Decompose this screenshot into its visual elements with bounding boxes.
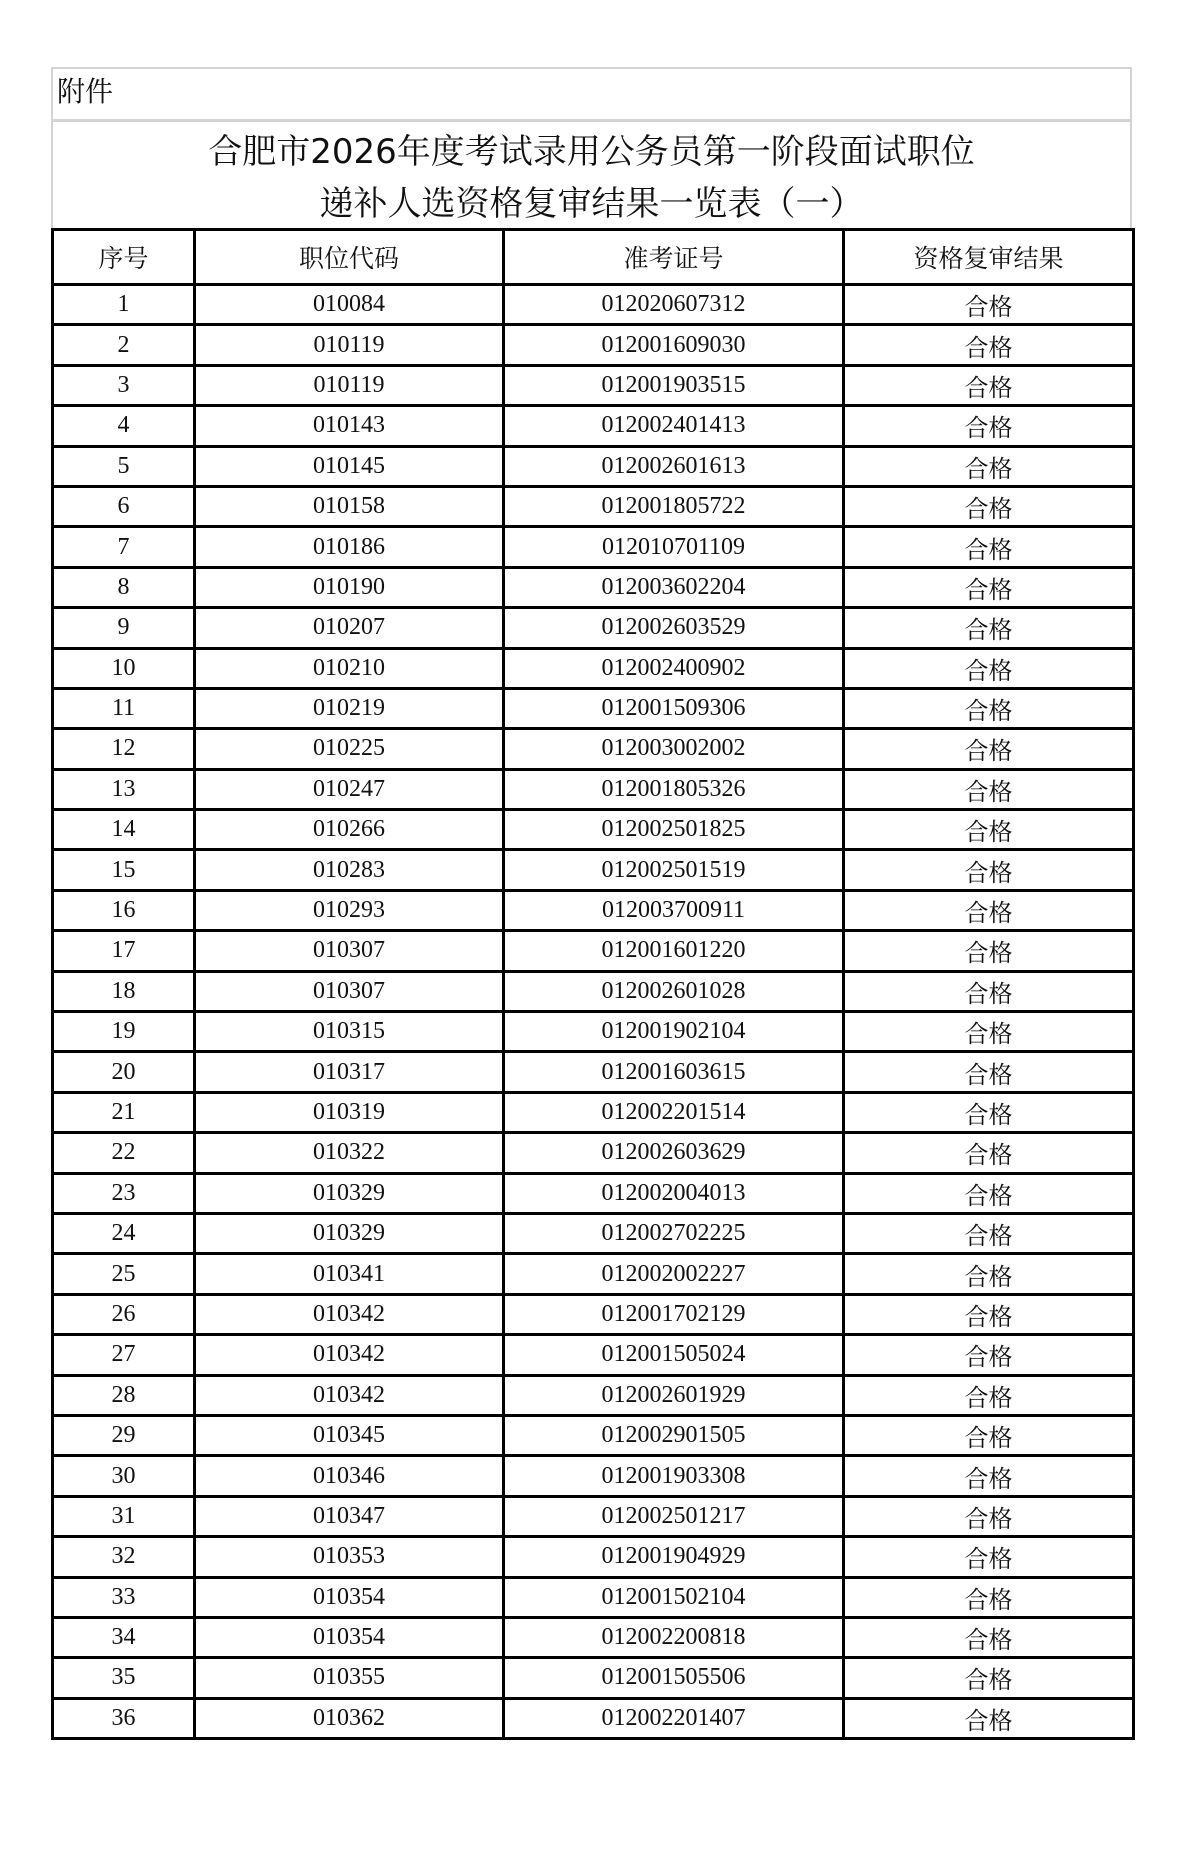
cell-exam-number: 012002201407 xyxy=(504,1698,844,1738)
cell-exam-number: 012001702129 xyxy=(504,1294,844,1334)
cell-exam-number: 012002603629 xyxy=(504,1133,844,1173)
table-row xyxy=(53,446,1134,486)
cell-review-result: 合格 xyxy=(844,527,1134,567)
cell-exam-number: 012003602204 xyxy=(504,567,844,607)
cell-review-result: 合格 xyxy=(844,1375,1134,1415)
cell-review-result: 合格 xyxy=(844,1698,1134,1738)
cell-position-code: 010354 xyxy=(195,1617,504,1657)
cell-review-result: 合格 xyxy=(844,1415,1134,1455)
cell-exam-number: 012001805326 xyxy=(504,769,844,809)
cell-position-code: 010293 xyxy=(195,890,504,930)
cell-review-result: 合格 xyxy=(844,890,1134,930)
table-row xyxy=(53,688,1134,728)
column-header-index: 序号 xyxy=(53,230,195,285)
cell-index: 8 xyxy=(53,567,195,607)
cell-review-result: 合格 xyxy=(844,1617,1134,1657)
cell-position-code: 010207 xyxy=(195,608,504,648)
cell-index: 31 xyxy=(53,1496,195,1536)
cell-exam-number: 012002501217 xyxy=(504,1496,844,1536)
cell-position-code: 010341 xyxy=(195,1254,504,1294)
cell-review-result: 合格 xyxy=(844,769,1134,809)
cell-position-code: 010329 xyxy=(195,1213,504,1253)
cell-position-code: 010190 xyxy=(195,567,504,607)
table-row xyxy=(53,729,1134,769)
cell-position-code: 010319 xyxy=(195,1092,504,1132)
cell-index: 11 xyxy=(53,688,195,728)
cell-position-code: 010354 xyxy=(195,1577,504,1617)
cell-position-code: 010084 xyxy=(195,285,504,325)
table-header-row xyxy=(53,230,1134,285)
cell-exam-number: 012001502104 xyxy=(504,1577,844,1617)
table-row xyxy=(53,325,1134,365)
table-row xyxy=(53,1173,1134,1213)
cell-exam-number: 012001505024 xyxy=(504,1335,844,1375)
document-header xyxy=(51,67,1132,231)
cell-position-code: 010362 xyxy=(195,1698,504,1738)
cell-review-result: 合格 xyxy=(844,729,1134,769)
cell-review-result: 合格 xyxy=(844,1213,1134,1253)
cell-review-result: 合格 xyxy=(844,850,1134,890)
cell-review-result: 合格 xyxy=(844,1092,1134,1132)
cell-position-code: 010353 xyxy=(195,1537,504,1577)
cell-exam-number: 012003700911 xyxy=(504,890,844,930)
cell-index: 6 xyxy=(53,486,195,526)
cell-exam-number: 012002200818 xyxy=(504,1617,844,1657)
document-title xyxy=(53,122,1130,231)
cell-index: 15 xyxy=(53,850,195,890)
table-row xyxy=(53,406,1134,446)
table-row xyxy=(53,1092,1134,1132)
table-row xyxy=(53,971,1134,1011)
cell-position-code: 010322 xyxy=(195,1133,504,1173)
cell-index: 10 xyxy=(53,648,195,688)
table-row xyxy=(53,850,1134,890)
cell-review-result: 合格 xyxy=(844,1012,1134,1052)
cell-exam-number: 012002201514 xyxy=(504,1092,844,1132)
cell-exam-number: 012001903308 xyxy=(504,1456,844,1496)
table-row xyxy=(53,567,1134,607)
cell-review-result: 合格 xyxy=(844,1537,1134,1577)
table-row xyxy=(53,1254,1134,1294)
cell-exam-number: 012001505506 xyxy=(504,1658,844,1698)
cell-index: 30 xyxy=(53,1456,195,1496)
cell-index: 26 xyxy=(53,1294,195,1334)
cell-index: 33 xyxy=(53,1577,195,1617)
cell-position-code: 010247 xyxy=(195,769,504,809)
cell-index: 32 xyxy=(53,1537,195,1577)
cell-index: 9 xyxy=(53,608,195,648)
cell-position-code: 010317 xyxy=(195,1052,504,1092)
cell-review-result: 合格 xyxy=(844,1456,1134,1496)
cell-review-result: 合格 xyxy=(844,1294,1134,1334)
cell-exam-number: 012002401413 xyxy=(504,406,844,446)
cell-index: 22 xyxy=(53,1133,195,1173)
cell-index: 3 xyxy=(53,365,195,405)
cell-position-code: 010266 xyxy=(195,810,504,850)
cell-exam-number: 012001805722 xyxy=(504,486,844,526)
table-row xyxy=(53,365,1134,405)
cell-review-result: 合格 xyxy=(844,1496,1134,1536)
cell-index: 25 xyxy=(53,1254,195,1294)
cell-exam-number: 012001509306 xyxy=(504,688,844,728)
cell-exam-number: 012002702225 xyxy=(504,1213,844,1253)
cell-exam-number: 012002901505 xyxy=(504,1415,844,1455)
cell-review-result: 合格 xyxy=(844,931,1134,971)
cell-review-result: 合格 xyxy=(844,1658,1134,1698)
cell-review-result: 合格 xyxy=(844,688,1134,728)
cell-exam-number: 012002603529 xyxy=(504,608,844,648)
table-row xyxy=(53,1698,1134,1738)
cell-index: 14 xyxy=(53,810,195,850)
cell-review-result: 合格 xyxy=(844,1052,1134,1092)
cell-review-result: 合格 xyxy=(844,325,1134,365)
attachment-label: 附件 xyxy=(53,69,1130,122)
cell-index: 5 xyxy=(53,446,195,486)
table-row xyxy=(53,608,1134,648)
column-header-exam-number: 准考证号 xyxy=(504,230,844,285)
table-row xyxy=(53,769,1134,809)
cell-exam-number: 012002601613 xyxy=(504,446,844,486)
cell-index: 4 xyxy=(53,406,195,446)
cell-position-code: 010186 xyxy=(195,527,504,567)
cell-review-result: 合格 xyxy=(844,1173,1134,1213)
cell-exam-number: 012001609030 xyxy=(504,325,844,365)
table-row xyxy=(53,486,1134,526)
cell-exam-number: 012002501519 xyxy=(504,850,844,890)
cell-index: 23 xyxy=(53,1173,195,1213)
cell-review-result: 合格 xyxy=(844,648,1134,688)
cell-index: 28 xyxy=(53,1375,195,1415)
cell-review-result: 合格 xyxy=(844,1577,1134,1617)
cell-index: 18 xyxy=(53,971,195,1011)
table-row xyxy=(53,1335,1134,1375)
cell-index: 35 xyxy=(53,1658,195,1698)
table-row xyxy=(53,1658,1134,1698)
cell-review-result: 合格 xyxy=(844,608,1134,648)
cell-exam-number: 012002601929 xyxy=(504,1375,844,1415)
table-row xyxy=(53,1375,1134,1415)
table-row xyxy=(53,1294,1134,1334)
cell-index: 19 xyxy=(53,1012,195,1052)
cell-index: 20 xyxy=(53,1052,195,1092)
cell-exam-number: 012002002227 xyxy=(504,1254,844,1294)
cell-exam-number: 012001601220 xyxy=(504,931,844,971)
table-row xyxy=(53,1456,1134,1496)
cell-review-result: 合格 xyxy=(844,406,1134,446)
cell-position-code: 010342 xyxy=(195,1335,504,1375)
table-row xyxy=(53,285,1134,325)
cell-index: 21 xyxy=(53,1092,195,1132)
cell-index: 2 xyxy=(53,325,195,365)
cell-index: 34 xyxy=(53,1617,195,1657)
cell-review-result: 合格 xyxy=(844,971,1134,1011)
table-row xyxy=(53,1415,1134,1455)
cell-position-code: 010307 xyxy=(195,971,504,1011)
title-line-1: 合肥市2026年度考试录用公务员第一阶段面试职位 xyxy=(208,132,975,172)
cell-exam-number: 012001903515 xyxy=(504,365,844,405)
cell-index: 17 xyxy=(53,931,195,971)
cell-exam-number: 012002601028 xyxy=(504,971,844,1011)
cell-position-code: 010225 xyxy=(195,729,504,769)
table-row xyxy=(53,810,1134,850)
cell-review-result: 合格 xyxy=(844,567,1134,607)
cell-index: 7 xyxy=(53,527,195,567)
cell-exam-number: 012001902104 xyxy=(504,1012,844,1052)
cell-position-code: 010143 xyxy=(195,406,504,446)
cell-index: 1 xyxy=(53,285,195,325)
cell-review-result: 合格 xyxy=(844,1335,1134,1375)
table-row xyxy=(53,1012,1134,1052)
cell-position-code: 010158 xyxy=(195,486,504,526)
column-header-position-code: 职位代码 xyxy=(195,230,504,285)
cell-position-code: 010307 xyxy=(195,931,504,971)
table-row xyxy=(53,1577,1134,1617)
cell-exam-number: 012001904929 xyxy=(504,1537,844,1577)
table-row xyxy=(53,1052,1134,1092)
cell-exam-number: 012001603615 xyxy=(504,1052,844,1092)
cell-review-result: 合格 xyxy=(844,1133,1134,1173)
cell-position-code: 010219 xyxy=(195,688,504,728)
cell-exam-number: 012020607312 xyxy=(504,285,844,325)
cell-review-result: 合格 xyxy=(844,365,1134,405)
table-row xyxy=(53,1496,1134,1536)
cell-index: 13 xyxy=(53,769,195,809)
title-line-2: 递补人选资格复审结果一览表（一） xyxy=(319,184,864,224)
table-row xyxy=(53,890,1134,930)
table-row xyxy=(53,1213,1134,1253)
cell-position-code: 010210 xyxy=(195,648,504,688)
table-row xyxy=(53,1133,1134,1173)
cell-index: 27 xyxy=(53,1335,195,1375)
table-row xyxy=(53,1537,1134,1577)
table-row xyxy=(53,648,1134,688)
cell-index: 12 xyxy=(53,729,195,769)
results-table xyxy=(51,228,1135,1740)
cell-review-result: 合格 xyxy=(844,1254,1134,1294)
table-row xyxy=(53,1617,1134,1657)
cell-position-code: 010346 xyxy=(195,1456,504,1496)
cell-position-code: 010355 xyxy=(195,1658,504,1698)
cell-index: 29 xyxy=(53,1415,195,1455)
cell-position-code: 010119 xyxy=(195,325,504,365)
cell-position-code: 010315 xyxy=(195,1012,504,1052)
cell-position-code: 010347 xyxy=(195,1496,504,1536)
cell-review-result: 合格 xyxy=(844,810,1134,850)
cell-position-code: 010329 xyxy=(195,1173,504,1213)
cell-exam-number: 012010701109 xyxy=(504,527,844,567)
cell-position-code: 010283 xyxy=(195,850,504,890)
column-header-review-result: 资格复审结果 xyxy=(844,230,1134,285)
cell-exam-number: 012003002002 xyxy=(504,729,844,769)
cell-position-code: 010145 xyxy=(195,446,504,486)
cell-position-code: 010342 xyxy=(195,1294,504,1334)
table-row xyxy=(53,527,1134,567)
cell-exam-number: 012002004013 xyxy=(504,1173,844,1213)
cell-position-code: 010342 xyxy=(195,1375,504,1415)
cell-position-code: 010345 xyxy=(195,1415,504,1455)
table-row xyxy=(53,931,1134,971)
cell-review-result: 合格 xyxy=(844,486,1134,526)
cell-index: 36 xyxy=(53,1698,195,1738)
cell-position-code: 010119 xyxy=(195,365,504,405)
cell-exam-number: 012002501825 xyxy=(504,810,844,850)
cell-review-result: 合格 xyxy=(844,285,1134,325)
cell-index: 24 xyxy=(53,1213,195,1253)
cell-review-result: 合格 xyxy=(844,446,1134,486)
cell-exam-number: 012002400902 xyxy=(504,648,844,688)
cell-index: 16 xyxy=(53,890,195,930)
